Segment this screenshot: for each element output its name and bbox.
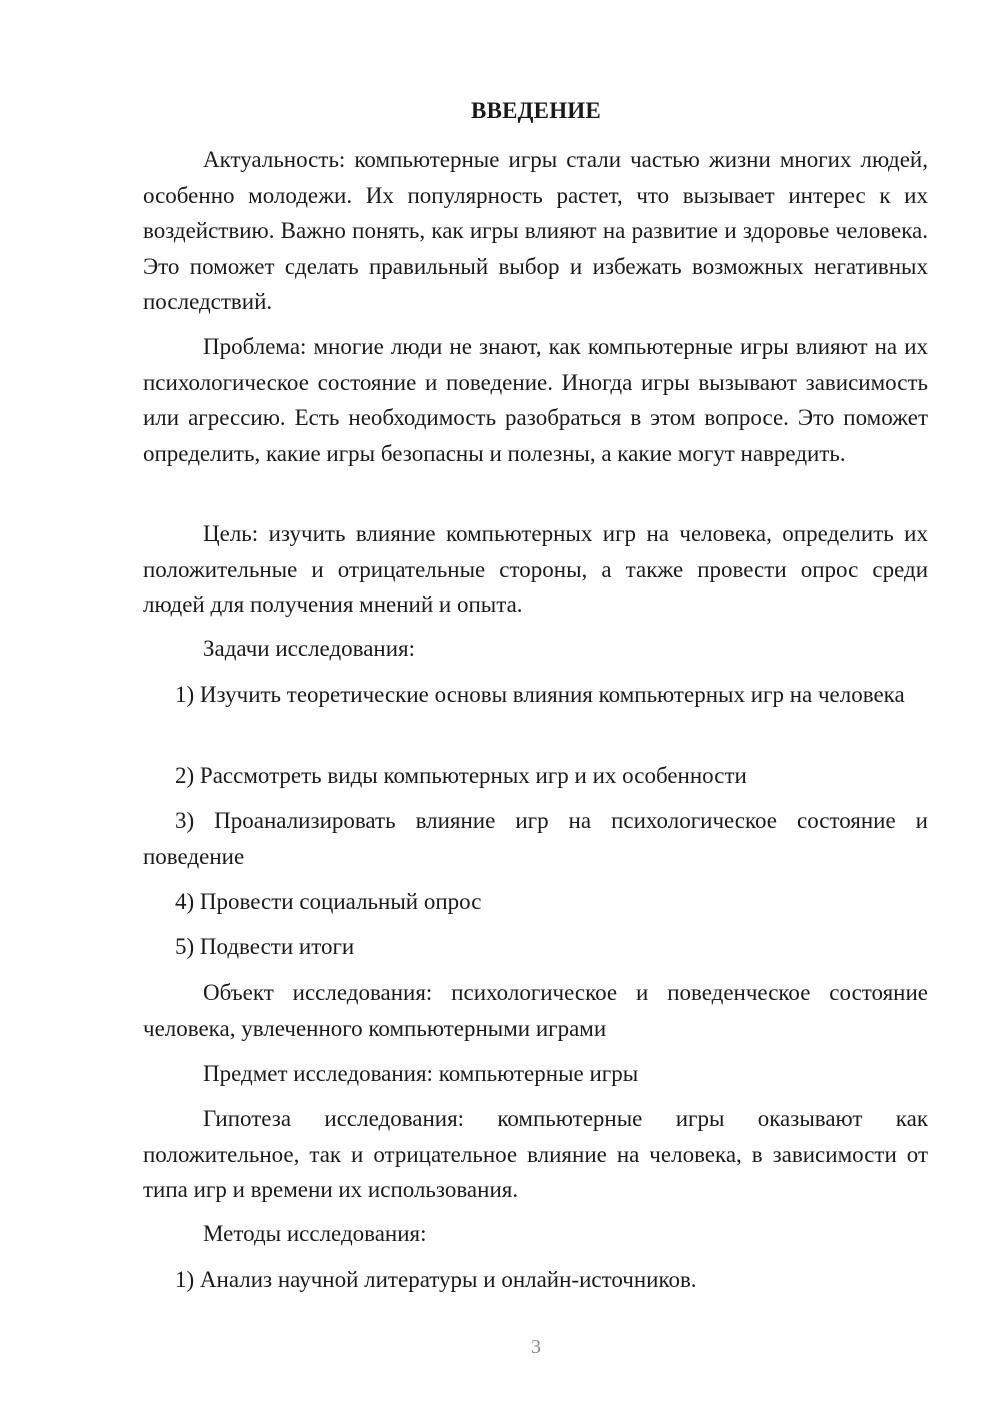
goal-paragraph: Цель: изучить влияние компьютерных игр на человека, определить их положительные и отрицательные стороны, а также провести опрос среди людей для получения мнений и опыта. xyxy=(143,521,928,617)
tasks-heading: Задачи исследования: xyxy=(203,636,416,661)
task-item-2: 2) Рассмотреть виды компьютерных игр и их особенности xyxy=(175,763,747,788)
task-item-5: 5) Подвести итоги xyxy=(175,934,355,959)
subject-paragraph: Предмет исследования: компьютерные игры xyxy=(203,1061,639,1086)
page-number: 3 xyxy=(531,1336,541,1358)
task-item-1: 1) Изучить теоретические основы влияния компьютерных игр на человека xyxy=(175,682,905,707)
relevance-paragraph: Актуальность: компьютерные игры стали частью жизни многих людей, особенно молодежи. Их популярность растет, что вызывает интерес к их воздействию. Важно понять, как игры влияют на развитие и здоровье человека. Это поможет сделать правильный выбор и избежать возможных негативных последствий. xyxy=(143,147,928,314)
hypothesis-paragraph: Гипотеза исследования: компьютерные игры оказывают как положительное, так и отрицательное влияние на человека, в зависимости от типа игр и времени их использования. xyxy=(143,1106,928,1202)
method-item-1: 1) Анализ научной литературы и онлайн-источников. xyxy=(175,1267,697,1292)
task-item-3: 3) Проанализировать влияние игр на психологическое состояние и поведение xyxy=(143,808,928,869)
task-item-4: 4) Провести социальный опрос xyxy=(175,889,482,914)
problem-paragraph: Проблема: многие люди не знают, как компьютерные игры влияют на их психологическое состояние и поведение. Иногда игры вызывают зависимость или агрессию. Есть необходимость разобраться в этом вопросе. Это поможет определить, какие игры безопасны и полезны, а какие могут навредить. xyxy=(143,334,928,466)
methods-heading: Методы исследования: xyxy=(203,1221,427,1246)
object-paragraph: Объект исследования: психологическое и поведенческое состояние человека, увлеченного компьютерными играми xyxy=(143,980,928,1041)
section-heading: ВВЕДЕНИЕ xyxy=(471,98,601,123)
